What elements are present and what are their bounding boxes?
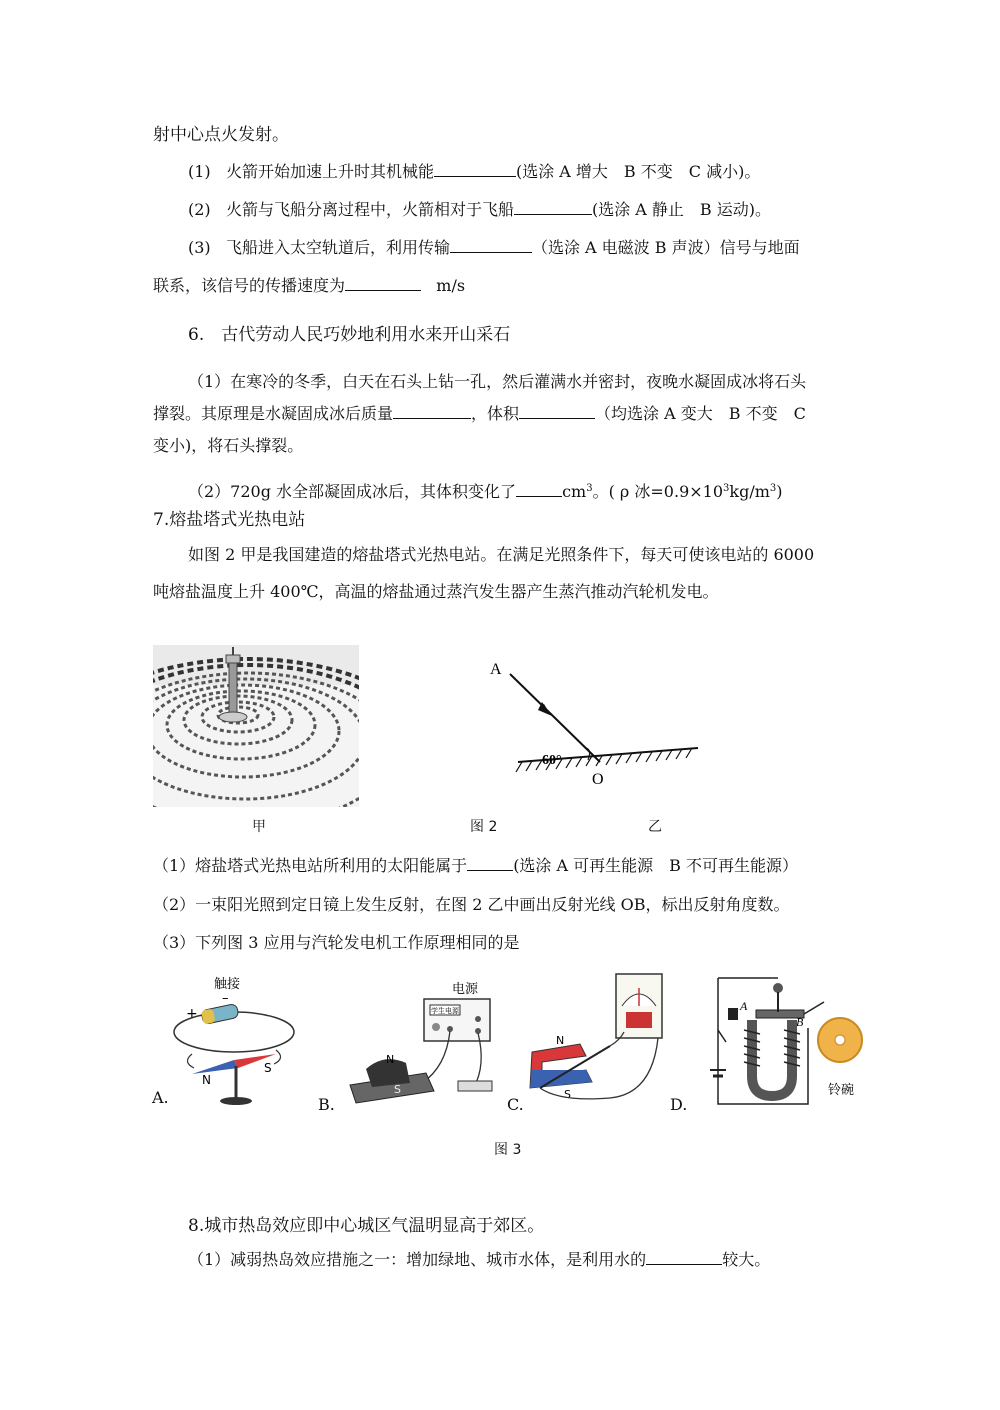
plus-label: + — [186, 1006, 198, 1022]
answer-blank[interactable] — [393, 404, 471, 419]
fig3-option-d-diagram — [700, 972, 865, 1112]
answer-blank[interactable] — [516, 482, 562, 497]
answer-blank[interactable] — [345, 276, 421, 291]
answer-blank[interactable] — [514, 200, 592, 215]
reflection-diagram — [480, 650, 710, 790]
q6-p2-unit-sup: 3 — [586, 483, 593, 494]
q6-p1-text-a: 撑裂。其原理是水凝固成冰后质量 — [153, 404, 394, 423]
q5-part3-line2-text: 联系，该信号的传播速度为 — [153, 276, 346, 295]
touch-label: 触接 — [214, 977, 241, 992]
q5-part1-text: 火箭开始加速上升时其机械能 — [225, 162, 434, 181]
fig2-label-yi: 乙 — [648, 819, 662, 835]
q5-part3-num: (3) — [188, 238, 211, 257]
fig2-caption: 图 2 — [470, 819, 498, 835]
q6-p1-text-b: ，体积 — [471, 404, 520, 423]
angle-label: 60° — [542, 753, 562, 768]
power-panel-label: 学生电源 — [431, 1007, 459, 1015]
q8-p1 — [188, 1250, 770, 1270]
q5-part2 — [188, 200, 771, 220]
q7-intro-line2: 吨熔盐温度上升 400℃，高温的熔盐通过蒸汽发生器产生蒸汽推动汽轮机发电。 — [153, 582, 719, 601]
q6-p1-line3: 变小)，将石头撑裂。 — [153, 436, 304, 455]
q8-title: 8.城市热岛效应即中心城区气温明显高于郊区。 — [188, 1216, 545, 1236]
q5-part3-line2 — [153, 276, 465, 296]
compass-n-label: N — [202, 1073, 211, 1087]
q6-p2-text-d: ) — [776, 482, 783, 501]
motor-s-label: S — [394, 1083, 401, 1096]
q6-p1-line2 — [153, 404, 806, 424]
motor-n-label: N — [386, 1053, 395, 1066]
q7-title: 7.熔盐塔式光热电站 — [153, 510, 306, 530]
q6-p2 — [188, 482, 783, 502]
compass-s-label: S — [264, 1061, 272, 1075]
q5-part1-num: (1) — [188, 162, 211, 181]
q5-part1-options: (选涂 A 增大 B 不变 C 减小)。 — [515, 162, 761, 181]
fig3-option-b-diagram — [336, 975, 516, 1110]
solar-tower-photo — [153, 645, 359, 807]
minus-label: – — [222, 991, 229, 1006]
q5-part2-num: (2) — [188, 200, 211, 219]
q5-part3 — [188, 238, 800, 258]
answer-blank[interactable] — [434, 162, 516, 177]
q6-p2-text-c: kg/m — [729, 482, 770, 501]
q6-p1-line1: （1）在寒冷的冬季，白天在石头上钻一孔，然后灌满水并密封，夜晚水凝固成冰将石头 — [188, 372, 807, 391]
q6-p2-unit: cm — [562, 482, 587, 501]
fig3-caption: 图 3 — [494, 1142, 522, 1158]
fig3-option-a[interactable]: A. — [152, 1088, 169, 1107]
q5-part2-options: (选涂 A 静止 B 运动)。 — [591, 200, 772, 219]
fig2-label-jia: 甲 — [252, 819, 266, 835]
q6-p1-text-c: （均选涂 A 变大 B 不变 C — [595, 404, 806, 423]
q5-intro-tail: 射中心点火发射。 — [153, 125, 289, 145]
switch-icon — [458, 1081, 492, 1091]
magnet-s-label: S — [564, 1088, 571, 1101]
answer-blank[interactable] — [450, 238, 532, 253]
q7-p1-text-a: （1）熔盐塔式光热电站所利用的太阳能属于 — [153, 856, 468, 875]
answer-blank[interactable] — [467, 856, 513, 871]
q5-part3-options: （选涂 A 电磁波 B 声波）信号与地面 — [531, 238, 800, 257]
q8-p1-text-b: 较大。 — [722, 1250, 771, 1269]
power-label: 电源 — [452, 982, 479, 997]
q7-p1 — [153, 856, 798, 876]
compass-needle-blue — [192, 1060, 238, 1074]
bell-point-b: B — [796, 1015, 804, 1029]
q6-p2-text-b: 。( ρ 冰=0.9×10 — [592, 482, 724, 501]
fig3-option-d[interactable]: D. — [670, 1095, 688, 1114]
fig3-option-a-diagram — [152, 972, 307, 1112]
q6-p2-sup2: 3 — [769, 483, 777, 494]
q7-p1-text-b: (选涂 A 可再生能源 B 不可再生能源） — [513, 856, 799, 875]
bell-point-a: A — [740, 999, 748, 1013]
q5-part3-text: 飞船进入太空轨道后，利用传输 — [225, 238, 450, 257]
q7-p3: （3）下列图 3 应用与汽轮发电机工作原理相同的是 — [153, 933, 520, 952]
answer-blank[interactable] — [646, 1250, 722, 1265]
fig3-option-b[interactable]: B. — [318, 1095, 335, 1114]
q8-p1-text-a: （1）减弱热岛效应措施之一：增加绿地、城市水体，是利用水的 — [188, 1250, 647, 1269]
fig3-option-c[interactable]: C. — [507, 1095, 524, 1114]
q7-intro-line1: 如图 2 甲是我国建造的熔盐塔式光热电站。在满足光照条件下，每天可使该电站的 6000 — [188, 545, 815, 564]
bell-label: 铃碗 — [828, 1083, 855, 1098]
q5-speed-unit: m/s — [436, 276, 466, 295]
q6-p2-text-a: （2）720g 水全部凝固成冰后，其体积变化了 — [188, 482, 517, 501]
q5-part2-text: 火箭与飞船分离过程中，火箭相对于飞船 — [225, 200, 514, 219]
answer-blank[interactable] — [519, 404, 595, 419]
point-a-label: A — [490, 661, 502, 678]
magnet-n-label: N — [556, 1034, 565, 1047]
fig3-option-c-diagram — [520, 970, 670, 1110]
q7-p2: （2）一束阳光照到定日镜上发生反射，在图 2 乙中画出反射光线 OB，标出反射角度数。 — [153, 895, 790, 914]
q6-title: 6. 古代劳动人民巧妙地利用水来开山采石 — [188, 325, 511, 345]
q6-p2-sup: 3 — [723, 483, 730, 494]
point-o-label: O — [592, 771, 604, 788]
q5-part1 — [188, 162, 760, 182]
